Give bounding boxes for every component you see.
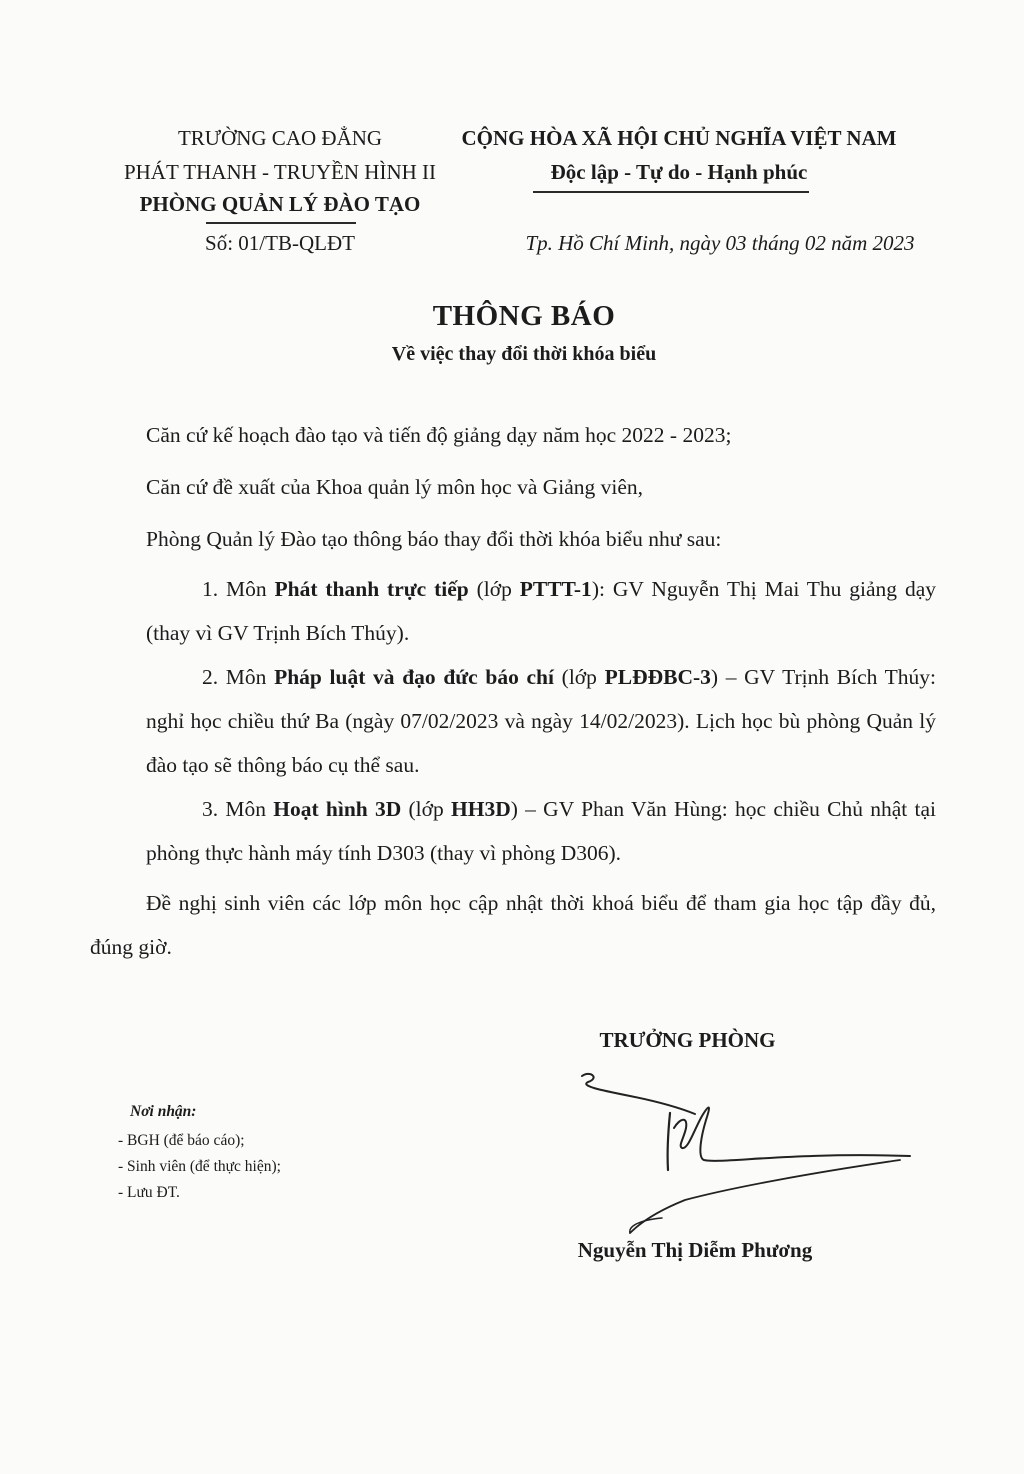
item1-prefix: 1. Môn bbox=[202, 577, 275, 601]
document-number: Số: 01/TB-QLĐT bbox=[205, 231, 355, 255]
item3-prefix: 3. Môn bbox=[202, 797, 274, 821]
item3-class: HH3D bbox=[451, 797, 511, 821]
item2-prefix: 2. Môn bbox=[202, 665, 275, 689]
recipients-heading: Nơi nhận: bbox=[130, 1103, 197, 1120]
national-motto: Độc lập - Tự do - Hạnh phúc bbox=[550, 160, 808, 184]
department-underline bbox=[206, 222, 356, 224]
item1-subject: Phát thanh trực tiếp bbox=[274, 577, 469, 601]
item3-subject: Hoạt hình 3D bbox=[273, 797, 402, 821]
department-name: PHÒNG QUẢN LÝ ĐÀO TẠO bbox=[139, 192, 421, 216]
item2-subject: Pháp luật và đạo đức báo chí bbox=[274, 665, 554, 689]
change-item-1 bbox=[146, 567, 936, 655]
motto-underline bbox=[533, 191, 809, 193]
change-item-3 bbox=[146, 787, 936, 875]
item2-rest: ) – GV Trịnh Bích Thúy: nghỉ học chiều thứ Ba (ngày 07/02/2023 và ngày 14/02/2023). Lịch học bù phòng Quản lý đào tạo sẽ thông báo cụ thể sau. bbox=[146, 665, 936, 777]
basis-paragraph-2: Căn cứ đề xuất của Khoa quản lý môn học và Giảng viên, bbox=[146, 475, 644, 499]
item1-mid: (lớp bbox=[468, 577, 520, 601]
signer-name: Nguyễn Thị Diễm Phương bbox=[577, 1238, 813, 1262]
item3-mid: (lớp bbox=[401, 797, 452, 821]
item1-rest: ): GV Nguyễn Thị Mai Thu giảng dạy (thay vì GV Trịnh Bích Thúy). bbox=[146, 577, 936, 645]
signature-drawing bbox=[570, 1068, 930, 1248]
item2-class: PLĐĐBC-3 bbox=[604, 665, 711, 689]
document-subtitle: Về việc thay đổi thời khóa biểu bbox=[391, 343, 657, 365]
item1-class: PTTT-1 bbox=[519, 577, 592, 601]
school-name-line1: TRƯỜNG CAO ĐẲNG bbox=[177, 126, 383, 150]
recipient-item: - Lưu ĐT. bbox=[118, 1184, 180, 1201]
change-item-2 bbox=[146, 655, 936, 787]
document-title: THÔNG BÁO bbox=[432, 300, 616, 332]
school-name-line2: PHÁT THANH - TRUYỀN HÌNH II bbox=[123, 160, 437, 184]
recipient-item: - Sinh viên (để thực hiện); bbox=[118, 1158, 281, 1175]
national-title: CỘNG HÒA XÃ HỘI CHỦ NGHĨA VIỆT NAM bbox=[461, 126, 897, 150]
announcement-paragraph: Phòng Quản lý Đào tạo thông báo thay đổi thời khóa biểu như sau: bbox=[146, 527, 722, 551]
item2-mid: (lớp bbox=[554, 665, 605, 689]
date-line: Tp. Hồ Chí Minh, ngày 03 tháng 02 năm 2023 bbox=[525, 231, 915, 255]
recipient-item: - BGH (để báo cáo); bbox=[118, 1132, 245, 1149]
signer-role: TRƯỞNG PHÒNG bbox=[599, 1028, 776, 1052]
basis-paragraph-1: Căn cứ kế hoạch đào tạo và tiến độ giảng dạy năm học 2022 - 2023; bbox=[146, 423, 732, 447]
closing-paragraph: Đề nghị sinh viên các lớp môn học cập nhật thời khoá biểu để tham gia học tập đầy đủ, đúng giờ. bbox=[90, 891, 936, 959]
item3-rest: ) – GV Phan Văn Hùng: học chiều Chủ nhật tại phòng thực hành máy tính D303 (thay vì phòng D306). bbox=[146, 797, 936, 865]
